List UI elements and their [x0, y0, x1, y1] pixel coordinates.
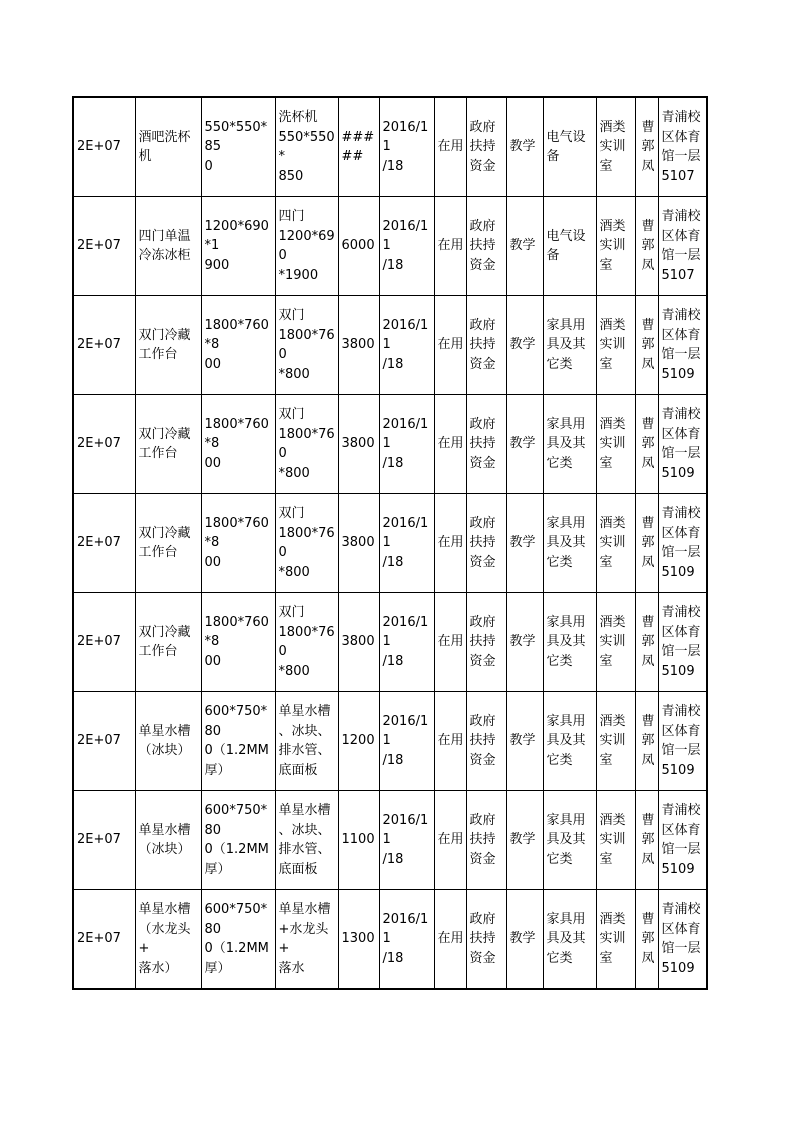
table-row	[73, 692, 707, 791]
cell-status: 在用	[434, 791, 466, 890]
cell-purchase-date: 2016/11 /18	[379, 97, 434, 197]
cell-category: 家具用 具及其 它类	[543, 296, 596, 395]
cell-location: 青浦校 区体育 馆一层 5109	[658, 494, 707, 593]
cell-status: 在用	[434, 395, 466, 494]
cell-spec: 1200*690*1 900	[201, 197, 275, 296]
cell-category: 电气设 备	[543, 97, 596, 197]
cell-asset-name: 单星水槽 （冰块）	[135, 692, 201, 791]
cell-spec: 600*750*80 0（1.2MM 厚）	[201, 692, 275, 791]
table-row	[73, 97, 707, 197]
cell-funding-source: 政府 扶持 资金	[466, 791, 506, 890]
cell-price: 1100	[338, 791, 379, 890]
cell-funding-source: 政府 扶持 资金	[466, 395, 506, 494]
cell-purchase-date: 2016/11 /18	[379, 197, 434, 296]
cell-asset-code: 2E+07	[73, 296, 135, 395]
asset-table-body	[73, 97, 707, 989]
cell-spec: 600*750*80 0（1.2MM 厚）	[201, 791, 275, 890]
cell-department: 酒类 实训 室	[596, 296, 635, 395]
cell-price: 1200	[338, 692, 379, 791]
cell-usage: 教学	[506, 692, 543, 791]
cell-asset-name: 双门冷藏 工作台	[135, 494, 201, 593]
cell-usage: 教学	[506, 97, 543, 197]
cell-status: 在用	[434, 494, 466, 593]
cell-model: 洗杯机 550*550* 850	[275, 97, 338, 197]
cell-category: 家具用 具及其 它类	[543, 692, 596, 791]
cell-asset-name: 酒吧洗杯 机	[135, 97, 201, 197]
cell-custodian: 曹 郭 凤	[635, 593, 658, 692]
cell-location: 青浦校 区体育 馆一层 5107	[658, 97, 707, 197]
cell-location: 青浦校 区体育 馆一层 5107	[658, 197, 707, 296]
cell-asset-code: 2E+07	[73, 593, 135, 692]
cell-asset-code: 2E+07	[73, 97, 135, 197]
cell-price: 3800	[338, 395, 379, 494]
cell-custodian: 曹 郭 凤	[635, 395, 658, 494]
cell-status: 在用	[434, 296, 466, 395]
cell-custodian: 曹 郭 凤	[635, 890, 658, 990]
cell-asset-code: 2E+07	[73, 890, 135, 990]
cell-funding-source: 政府 扶持 资金	[466, 97, 506, 197]
cell-model: 双门 1800*760 *800	[275, 494, 338, 593]
cell-funding-source: 政府 扶持 资金	[466, 692, 506, 791]
cell-asset-code: 2E+07	[73, 494, 135, 593]
cell-usage: 教学	[506, 395, 543, 494]
cell-funding-source: 政府 扶持 资金	[466, 890, 506, 990]
cell-purchase-date: 2016/11 /18	[379, 890, 434, 990]
cell-location: 青浦校 区体育 馆一层 5109	[658, 593, 707, 692]
cell-funding-source: 政府 扶持 资金	[466, 494, 506, 593]
cell-custodian: 曹 郭 凤	[635, 791, 658, 890]
cell-price: 3800	[338, 296, 379, 395]
cell-category: 家具用 具及其 它类	[543, 395, 596, 494]
cell-spec: 1800*760*8 00	[201, 296, 275, 395]
cell-spec: 1800*760*8 00	[201, 593, 275, 692]
cell-location: 青浦校 区体育 馆一层 5109	[658, 692, 707, 791]
cell-spec: 600*750*80 0（1.2MM 厚）	[201, 890, 275, 990]
cell-department: 酒类 实训 室	[596, 197, 635, 296]
cell-category: 电气设 备	[543, 197, 596, 296]
cell-status: 在用	[434, 890, 466, 990]
cell-purchase-date: 2016/11 /18	[379, 593, 434, 692]
cell-funding-source: 政府 扶持 资金	[466, 197, 506, 296]
table-row	[73, 494, 707, 593]
cell-status: 在用	[434, 593, 466, 692]
cell-asset-name: 双门冷藏 工作台	[135, 593, 201, 692]
cell-custodian: 曹 郭 凤	[635, 692, 658, 791]
cell-purchase-date: 2016/11 /18	[379, 692, 434, 791]
table-row	[73, 890, 707, 990]
cell-usage: 教学	[506, 890, 543, 990]
cell-asset-name: 双门冷藏 工作台	[135, 296, 201, 395]
cell-model: 四门 1200*690 *1900	[275, 197, 338, 296]
cell-custodian: 曹 郭 凤	[635, 296, 658, 395]
cell-department: 酒类 实训 室	[596, 395, 635, 494]
cell-location: 青浦校 区体育 馆一层 5109	[658, 296, 707, 395]
table-row	[73, 296, 707, 395]
cell-status: 在用	[434, 692, 466, 791]
cell-model: 双门 1800*760 *800	[275, 296, 338, 395]
cell-price: 6000	[338, 197, 379, 296]
table-row	[73, 593, 707, 692]
cell-category: 家具用 具及其 它类	[543, 890, 596, 990]
cell-department: 酒类 实训 室	[596, 494, 635, 593]
cell-asset-code: 2E+07	[73, 197, 135, 296]
cell-purchase-date: 2016/11 /18	[379, 395, 434, 494]
cell-asset-name: 单星水槽 （水龙头+ 落水）	[135, 890, 201, 990]
cell-usage: 教学	[506, 494, 543, 593]
cell-location: 青浦校 区体育 馆一层 5109	[658, 395, 707, 494]
cell-status: 在用	[434, 97, 466, 197]
asset-table	[72, 96, 708, 990]
cell-department: 酒类 实训 室	[596, 593, 635, 692]
cell-price: 3800	[338, 494, 379, 593]
cell-category: 家具用 具及其 它类	[543, 791, 596, 890]
cell-asset-name: 四门单温 冷冻冰柜	[135, 197, 201, 296]
cell-location: 青浦校 区体育 馆一层 5109	[658, 791, 707, 890]
cell-asset-code: 2E+07	[73, 791, 135, 890]
cell-usage: 教学	[506, 593, 543, 692]
cell-custodian: 曹 郭 凤	[635, 494, 658, 593]
cell-status: 在用	[434, 197, 466, 296]
cell-spec: 1800*760*8 00	[201, 395, 275, 494]
cell-price: 1300	[338, 890, 379, 990]
cell-asset-name: 双门冷藏 工作台	[135, 395, 201, 494]
cell-asset-code: 2E+07	[73, 395, 135, 494]
cell-department: 酒类 实训 室	[596, 97, 635, 197]
cell-usage: 教学	[506, 296, 543, 395]
cell-purchase-date: 2016/11 /18	[379, 791, 434, 890]
cell-purchase-date: 2016/11 /18	[379, 296, 434, 395]
cell-custodian: 曹 郭 凤	[635, 197, 658, 296]
cell-model: 双门 1800*760 *800	[275, 395, 338, 494]
cell-asset-name: 单星水槽 （冰块）	[135, 791, 201, 890]
cell-asset-code: 2E+07	[73, 692, 135, 791]
cell-usage: 教学	[506, 197, 543, 296]
cell-location: 青浦校 区体育 馆一层 5109	[658, 890, 707, 990]
cell-usage: 教学	[506, 791, 543, 890]
cell-funding-source: 政府 扶持 资金	[466, 593, 506, 692]
cell-department: 酒类 实训 室	[596, 791, 635, 890]
cell-custodian: 曹 郭 凤	[635, 97, 658, 197]
cell-funding-source: 政府 扶持 资金	[466, 296, 506, 395]
cell-model: 单星水槽 、冰块、 排水管、 底面板	[275, 791, 338, 890]
cell-purchase-date: 2016/11 /18	[379, 494, 434, 593]
table-row	[73, 197, 707, 296]
cell-model: 双门 1800*760 *800	[275, 593, 338, 692]
cell-spec: 1800*760*8 00	[201, 494, 275, 593]
table-row	[73, 791, 707, 890]
cell-category: 家具用 具及其 它类	[543, 593, 596, 692]
cell-price: #####	[338, 97, 379, 197]
table-row	[73, 395, 707, 494]
cell-price: 3800	[338, 593, 379, 692]
cell-spec: 550*550*85 0	[201, 97, 275, 197]
cell-department: 酒类 实训 室	[596, 692, 635, 791]
cell-model: 单星水槽 、冰块、 排水管、 底面板	[275, 692, 338, 791]
cell-model: 单星水槽 +水龙头+ 落水	[275, 890, 338, 990]
cell-department: 酒类 实训 室	[596, 890, 635, 990]
cell-category: 家具用 具及其 它类	[543, 494, 596, 593]
